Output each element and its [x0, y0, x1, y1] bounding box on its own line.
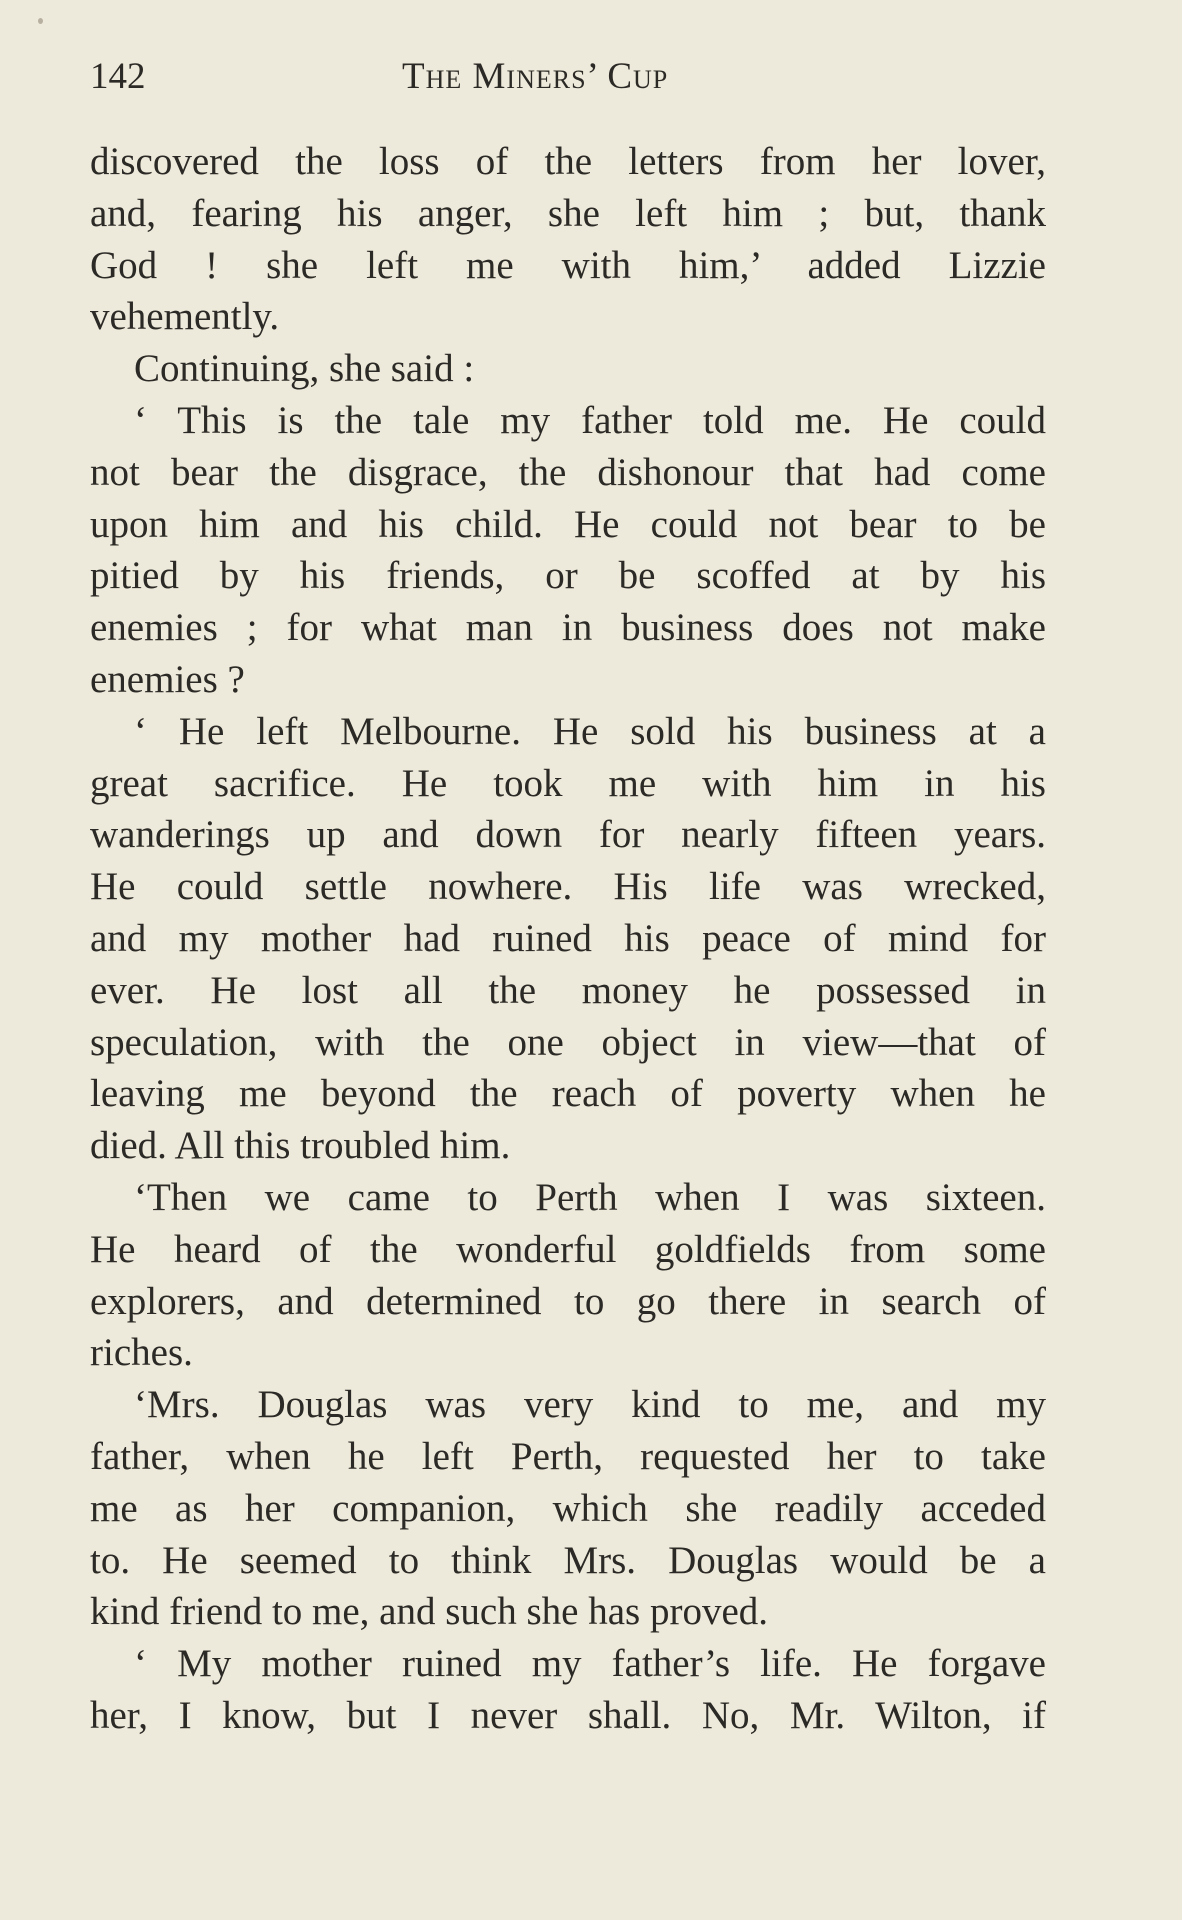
- body-text: [90, 136, 1046, 1742]
- text-line: ‘Then we came to Perth when I was sixteen.: [134, 1175, 1046, 1219]
- text-line: discovered the loss of the letters from her lover,: [90, 140, 1046, 183]
- text-line: ‘ My mother ruined my father’s life. He forgave: [134, 1642, 1046, 1686]
- text-line: and my mother had ruined his peace of mind for: [90, 916, 1046, 960]
- text-line: enemies ?: [90, 657, 245, 701]
- paper-speck: [38, 18, 43, 24]
- text-line: to. He seemed to think Mrs. Douglas would be a: [90, 1538, 1046, 1582]
- text-line: upon him and his child. He could not bear to be: [90, 502, 1046, 546]
- text-line: explorers, and determined to go there in search of: [90, 1279, 1046, 1323]
- text-line: enemies ; for what man in business does not make: [90, 606, 1046, 650]
- text-line: ‘Mrs. Douglas was very kind to me, and my: [134, 1383, 1046, 1427]
- text-line: He heard of the wonderful goldfields from some: [90, 1227, 1046, 1271]
- text-line: leaving me beyond the reach of poverty when he: [90, 1072, 1046, 1116]
- text-line: speculation, with the one object in view—that of: [90, 1020, 1046, 1064]
- text-line: father, when he left Perth, requested her to take: [90, 1434, 1046, 1478]
- text-line: vehemently.: [90, 295, 280, 339]
- text-line: ever. He lost all the money he possessed in: [90, 968, 1046, 1012]
- text-line: ‘ This is the tale my father told me. He could: [134, 398, 1046, 442]
- running-title: The Miners’ Cup: [402, 56, 669, 97]
- text-line: died. All this troubled him.: [90, 1124, 511, 1168]
- text-line: me as her companion, which she readily acceded: [90, 1486, 1046, 1530]
- text-line: not bear the disgrace, the dishonour that had come: [90, 450, 1046, 494]
- text-line: pitied by his friends, or be scoffed at by his: [90, 554, 1046, 598]
- text-line: He could settle nowhere. His life was wrecked,: [90, 865, 1046, 909]
- running-head: [90, 52, 1040, 102]
- text-line: ‘ He left Melbourne. He sold his business at a: [134, 709, 1046, 753]
- text-line: and, fearing his anger, she left him ; but, thank: [90, 191, 1046, 235]
- text-line: her, I know, but I never shall. No, Mr. Wilton, if: [90, 1693, 1046, 1737]
- text-line: riches.: [90, 1331, 193, 1375]
- text-line: wanderings up and down for nearly fifteen years.: [90, 813, 1046, 857]
- text-line: Continuing, she said :: [134, 347, 475, 391]
- page-number: 142: [90, 56, 146, 97]
- text-line: kind friend to me, and such she has proved.: [90, 1590, 769, 1634]
- text-line: God ! she left me with him,’ added Lizzie: [90, 243, 1046, 287]
- text-line: great sacrifice. He took me with him in his: [90, 761, 1046, 805]
